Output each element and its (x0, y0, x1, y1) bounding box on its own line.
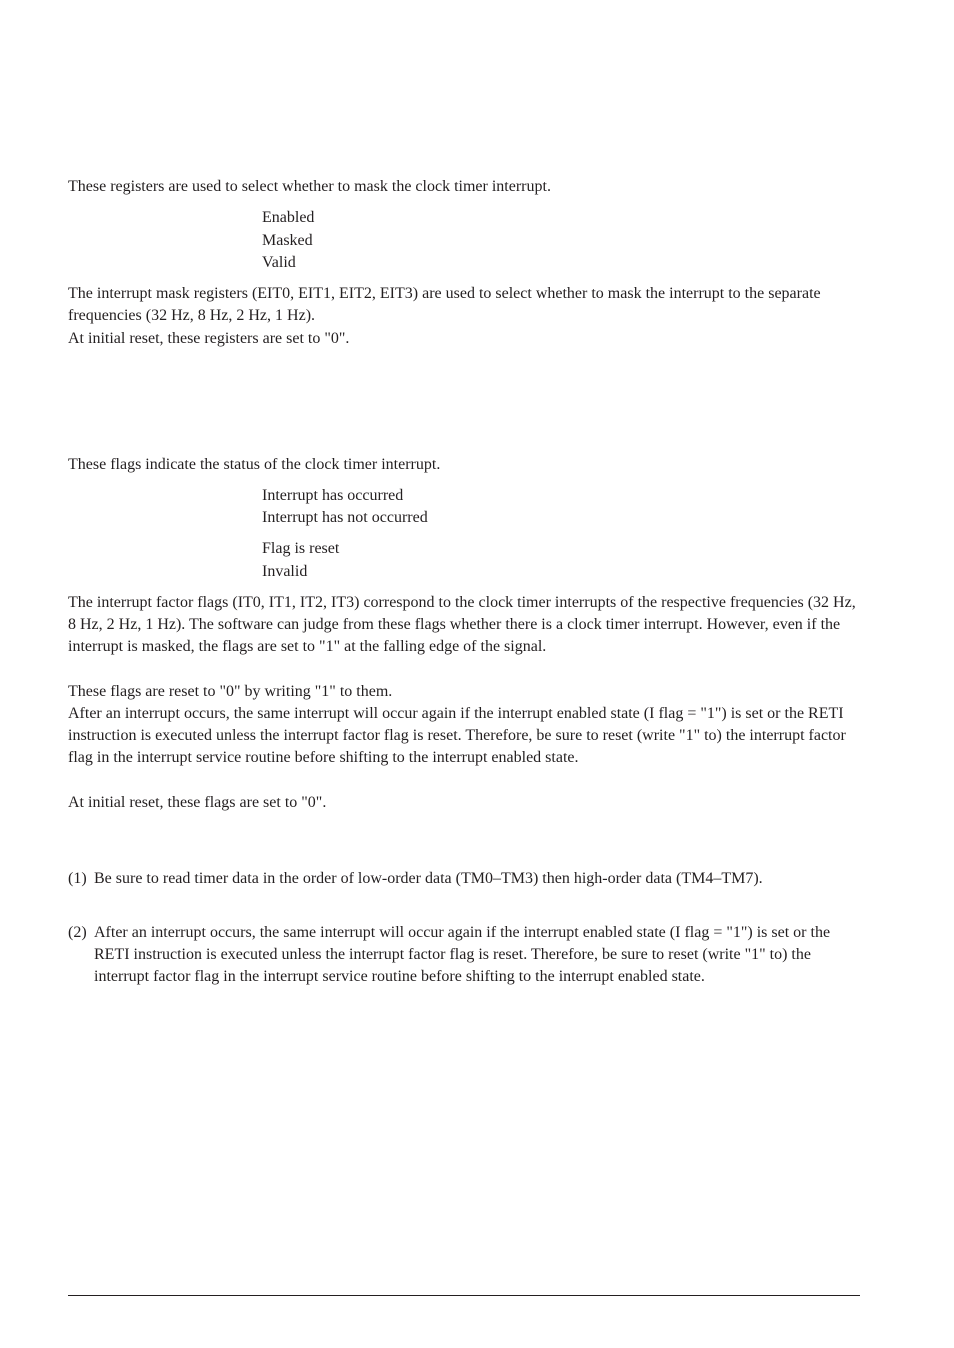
setting-value: Valid (262, 254, 296, 271)
flag-body-paragraph: The interrupt factor flags (IT0, IT1, IT2, IT3) correspond to the clock timer interrupts of the respective frequencies (32 Hz, 8 Hz, 2 Hz, 1 Hz). The software can judge from these flags whether there is a clock timer interrupt. However, even if the interrupt is masked, the flags are set to "1" at the falling edge of the signal. (68, 594, 856, 656)
note-text: Be sure to read timer data in the order of low-order data (TM0–TM3) then high-order data (TM4–TM7). (94, 870, 763, 887)
note-item (68, 868, 860, 890)
mask-intro: These registers are used to select whether to mask the clock timer interrupt. (68, 178, 551, 195)
note-item (68, 922, 860, 989)
flag-intro: These flags indicate the status of the clock timer interrupt. (68, 456, 441, 473)
setting-value: Invalid (262, 563, 308, 580)
mask-body-paragraph: The interrupt mask registers (EIT0, EIT1, EIT2, EIT3) are used to select whether to mask the interrupt to the separate frequencies (32 Hz, 8 Hz, 2 Hz, 1 Hz). (68, 285, 821, 325)
flag-body-paragraph: At initial reset, these flags are set to "0". (68, 794, 327, 811)
setting-value: Masked (262, 232, 313, 249)
setting-value: Interrupt has occurred (262, 487, 404, 504)
flag-body-paragraph: These flags are reset to "0" by writing "1" to them. (68, 683, 393, 700)
setting-value: Enabled (262, 209, 315, 226)
note-number: (1) (68, 870, 87, 887)
note-number: (2) (68, 924, 87, 941)
note-text: After an interrupt occurs, the same interrupt will occur again if the interrupt enabled state (I flag = "1") is set or the RETI instruction is executed unless the interrupt factor flag is reset. Therefore, be sure to reset (write "1" to) the interrupt factor flag in the interrupt service routine before shifting to the interrupt enabled state. (94, 924, 831, 986)
flag-body-paragraph: After an interrupt occurs, the same interrupt will occur again if the interrupt enabled state (I flag = "1") is set or the RETI instruction is executed unless the interrupt factor flag is reset. Therefore, be sure to reset (write "1" to) the interrupt factor flag in the interrupt service routine before shifting to the interrupt enabled state. (68, 705, 846, 767)
setting-value: Interrupt has not occurred (262, 509, 428, 526)
mask-body-paragraph: At initial reset, these registers are set to "0". (68, 330, 350, 347)
setting-value: Flag is reset (262, 540, 340, 557)
footer-divider (68, 1295, 860, 1296)
